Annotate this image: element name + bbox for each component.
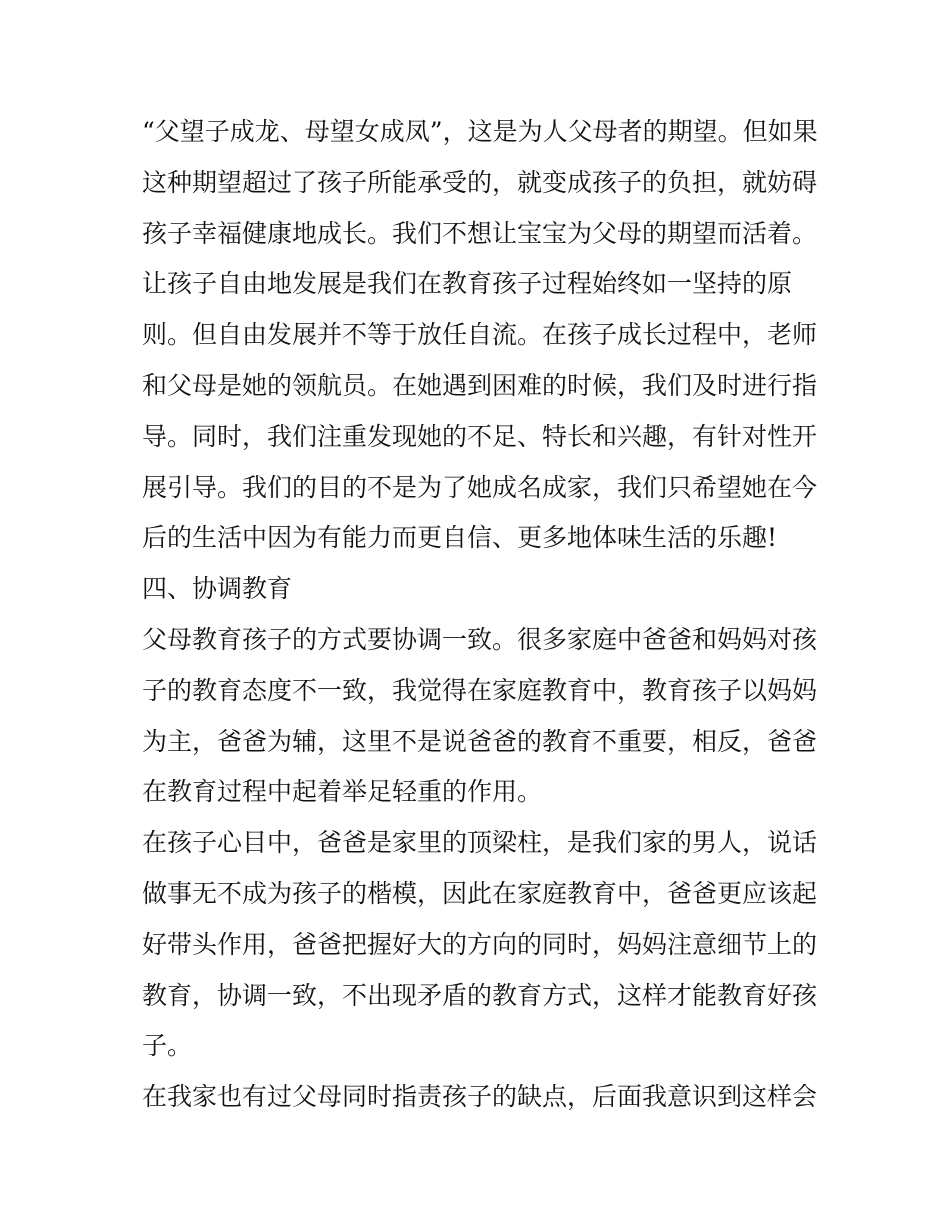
- text-line: 子。: [142, 1031, 193, 1061]
- text-line: 在我家也有过父母同时指责孩子的缺点，后面我意识到这样会: [142, 1082, 818, 1112]
- text-line: 在孩子心目中，爸爸是家里的顶梁柱，是我们家的男人，说话: [142, 828, 818, 858]
- text-line: 后的生活中因为有能力而更自信、更多地体味生活的乐趣!: [142, 523, 778, 553]
- text-line: 子的教育态度不一致，我觉得在家庭教育中，教育孩子以妈妈: [142, 675, 818, 705]
- text-line: 则。但自由发展并不等于放任自流。在孩子成长过程中，老师: [142, 320, 818, 350]
- text-line: 展引导。我们的目的不是为了她成名成家，我们只希望她在今: [142, 472, 818, 502]
- text-line: 做事无不成为孩子的楷模，因此在家庭教育中，爸爸更应该起: [142, 878, 818, 908]
- text-line: 父母教育孩子的方式要协调一致。很多家庭中爸爸和妈妈对孩: [142, 624, 818, 654]
- text-line: “父望子成龙、母望女成凤”，这是为人父母者的期望。但如果: [142, 117, 818, 146]
- text-line: 这种期望超过了孩子所能承受的，就变成孩子的负担，就妨碍: [142, 167, 818, 197]
- document-body: [142, 107, 822, 1123]
- text-line: 孩子幸福健康地成长。我们不想让宝宝为父母的期望而活着。: [142, 218, 818, 248]
- text-line: 为主，爸爸为辅，这里不是说爸爸的教育不重要，相反，爸爸: [142, 726, 818, 756]
- text-line: 好带头作用，爸爸把握好大的方向的同时，妈妈注意细节上的: [142, 929, 818, 959]
- text-line: 和父母是她的领航员。在她遇到困难的时候，我们及时进行指: [142, 370, 818, 400]
- text-line: 让孩子自由地发展是我们在教育孩子过程始终如一坚持的原: [142, 269, 793, 299]
- text-line: 在教育过程中起着举足轻重的作用。: [142, 777, 543, 807]
- section-heading: 四、协调教育: [142, 574, 293, 604]
- text-line: 教育，协调一致，不出现矛盾的教育方式，这样才能教育好孩: [142, 980, 818, 1010]
- text-line: 导。同时，我们注重发现她的不足、特长和兴趣，有针对性开: [142, 421, 818, 451]
